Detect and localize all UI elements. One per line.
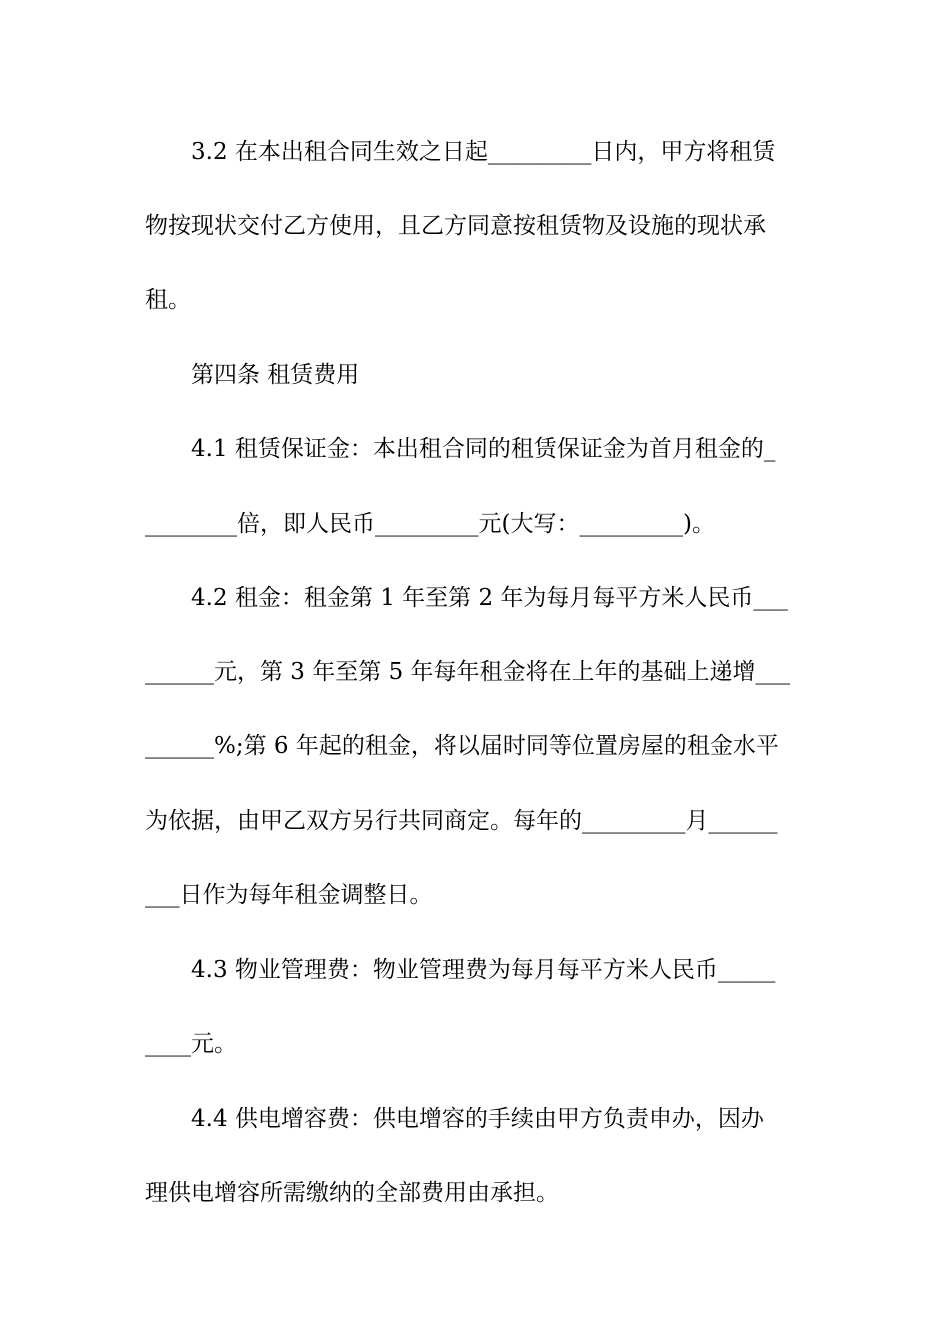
article-4-heading: 第四条 租赁费用 — [191, 362, 360, 388]
clause-4-4-line-2: 理供电增容所需缴纳的全部费用由承担。 — [145, 1180, 559, 1206]
clause-3-2-line-3: 租。 — [145, 287, 191, 313]
clause-4-4-line-1: 4.4 供电增容费：供电增容的手续由甲方负责申办，因办 — [191, 1106, 764, 1132]
clause-3-2-line-2: 物按现状交付乙方使用，且乙方同意按租赁物及设施的现状承 — [145, 213, 766, 239]
clause-4-2-line-3: ______%;第 6 年起的租金，将以届时同等位置房屋的租金水平 — [145, 733, 779, 759]
clause-3-2-line-1: 3.2 在本出租合同生效之日起_________日内，甲方将租赁 — [191, 139, 776, 165]
clause-4-1-line-2: ________倍，即人民币_________元(大写：_________)。 — [145, 511, 715, 537]
clause-4-3-line-1: 4.3 物业管理费：物业管理费为每月每平方米人民币_____ — [191, 957, 776, 983]
clause-4-3-line-2: ____元。 — [145, 1031, 237, 1057]
clause-4-2-line-4: 为依据，由甲乙双方另行共同商定。每年的_________月______ — [145, 808, 778, 834]
clause-4-2-line-2: ______元，第 3 年至第 5 年每年租金将在上年的基础上递增___ — [145, 659, 791, 685]
clause-4-1-line-1: 4.1 租赁保证金：本出租合同的租赁保证金为首月租金的_ — [191, 436, 776, 462]
clause-4-2-line-5: ___日作为每年租金调整日。 — [145, 882, 433, 908]
clause-4-2-line-1: 4.2 租金：租金第 1 年至第 2 年为每月每平方米人民币___ — [191, 585, 788, 611]
